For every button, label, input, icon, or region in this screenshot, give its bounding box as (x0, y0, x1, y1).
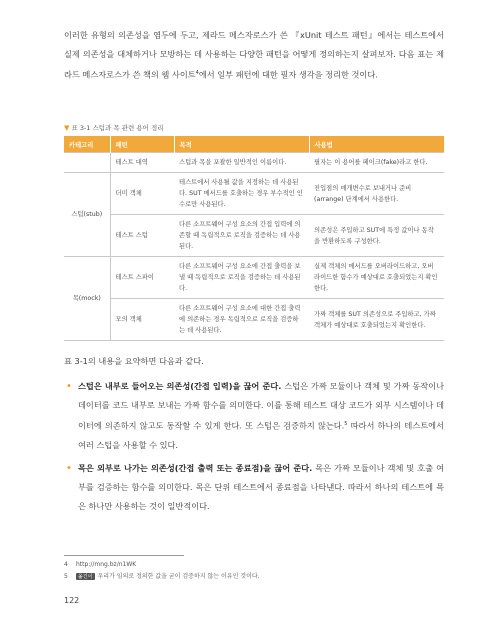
summary-text: 표 3-1의 내용을 요약하면 다음과 같다. (64, 356, 204, 366)
page-number: 122 (64, 596, 80, 605)
bullet-text-after: 따라서 하나의 테스트에서 여러 스텁을 사용할 수 있다. (78, 420, 444, 450)
pattern-cell: 더미 객체 (110, 173, 174, 215)
intro-text-after: 에서 일부 패턴에 대한 필자 생각을 정리한 것이다. (198, 69, 378, 80)
bullet-dot-icon: • (66, 381, 72, 392)
table-caption (64, 123, 164, 132)
footnote-ref: 5 (344, 421, 348, 427)
table-header-row (64, 136, 444, 153)
footnote-number: 5 (64, 573, 68, 580)
list-item (64, 459, 444, 516)
column-header: 목적 (174, 136, 309, 153)
bullet-strong: 목은 외부로 나가는 의존성(간접 출력 또는 종료점)을 끊어 준다. (78, 462, 313, 473)
caption-marker-icon: ▼ (64, 124, 70, 132)
stub-mock-table (64, 136, 445, 341)
usage-cell: 의존성은 주입하고 SUT에 특정 값이나 동작을 반환하도록 구성한다. (309, 215, 444, 257)
category-cell (64, 153, 110, 173)
intro-paragraph (64, 26, 444, 85)
usage-cell: 가짜 객체를 SUT 의존성으로 주입하고, 가짜 객체가 예상대로 호출되었는지 확인한다. (309, 299, 444, 341)
table-caption-label: 표 3-1 스텁과 목 관련 용어 정리 (71, 124, 164, 132)
footnote-text: 우리가 임의로 정의한 값을 굳이 검증하지 않는 이유인 것이다. (97, 573, 260, 580)
usage-cell: 진입점의 매개변수로 보내거나 준비(arrange) 단계에서 사용한다. (309, 173, 444, 215)
footnote (64, 561, 136, 568)
table-row (64, 173, 444, 215)
column-header: 카테고리 (64, 136, 110, 153)
table-row (64, 153, 444, 173)
translator-tag: 옮긴이 (78, 574, 93, 580)
usage-cell: 필자는 이 용어를 페이크(fake)라고 한다. (309, 153, 444, 173)
bullet-strong: 스텁은 내부로 들어오는 의존성(간접 입력)을 끊어 준다. (78, 381, 282, 391)
bullet-text: 스텁은 가짜 모듈이나 객체 및 가짜 동작이나 데이터를 코드 내부로 보내는 가짜 함수를 의미한다. 이를 통해 테스트 대상 코드가 외부 시스템이나 데이터에 의존하지 않고도 동작할 수 있게 한다. 또 스텁은 검증하지 않는다. (78, 381, 444, 431)
table-row (64, 299, 444, 341)
table-row (64, 215, 444, 257)
pattern-cell: 테스트 스파이 (110, 257, 174, 299)
pattern-cell: 테스트 대역 (110, 153, 174, 173)
category-cell: 목(mock) (64, 257, 110, 341)
footnote-ref: 4 (195, 70, 199, 76)
footnote-number: 4 (64, 561, 68, 568)
purpose-cell: 다른 소프트웨어 구성 요소에 대한 간접 출력에 의존하는 경우 독립적으로 로직을 검증하는 데 사용된다. (174, 299, 309, 341)
footnote-link[interactable]: http://mng.bz/n1WK (76, 561, 137, 568)
table-row (64, 257, 444, 299)
bullet-text: 목은 가짜 모듈이나 객체 및 호출 여부를 검증하는 함수를 의미한다. 목은 단위 테스트에서 종료점을 나타낸다. 따라서 하나의 테스트에 목은 하나만 사용하는 것이 일반적이다. (78, 462, 444, 511)
column-header: 사용법 (309, 136, 444, 153)
pattern-cell: 모의 객체 (110, 299, 174, 341)
purpose-cell: 다른 소프트웨어 구성 요소의 간접 입력에 의존할 때 독립적으로 로직을 검증하는 데 사용된다. (174, 215, 309, 257)
footnote (64, 571, 260, 580)
pattern-cell: 테스트 스텁 (110, 215, 174, 257)
bullet-list (64, 377, 444, 520)
purpose-cell: 다른 소프트웨어 구성 요소에 간접 출력을 보낼 때 독립적으로 로직을 검증하는 데 사용된다. (174, 257, 309, 299)
category-cell: 스텁(stub) (64, 173, 110, 257)
purpose-cell: 스텁과 목을 포괄한 일반적인 이름이다. (174, 153, 309, 173)
bullet-dot-icon: • (66, 462, 72, 474)
purpose-cell: 테스트에서 사용될 값을 지정하는 데 사용된다. SUT 메서드를 호출하는 경우 부수적인 인수로만 사용된다. (174, 173, 309, 215)
list-item (64, 377, 444, 455)
usage-cell: 실제 객체의 메서드를 오버라이드하고, 오버라이드한 함수가 예상대로 호출되었는지 확인한다. (309, 257, 444, 299)
intro-text: 이러한 유형의 의존성을 염두에 두고, 제라드 메스자로스가 쓴 『xUnit 테스트 패턴』에서는 테스트에서 실제 의존성을 대체하거나 모방하는 데 사용하는 다양한 패턴을 어떻게 정의하는지 살펴보자. 다음 표는 제라드 메스자로스가 쓴 책의 웹 사이트 (64, 30, 444, 80)
footnote-divider (64, 555, 184, 556)
column-header: 패턴 (110, 136, 174, 153)
